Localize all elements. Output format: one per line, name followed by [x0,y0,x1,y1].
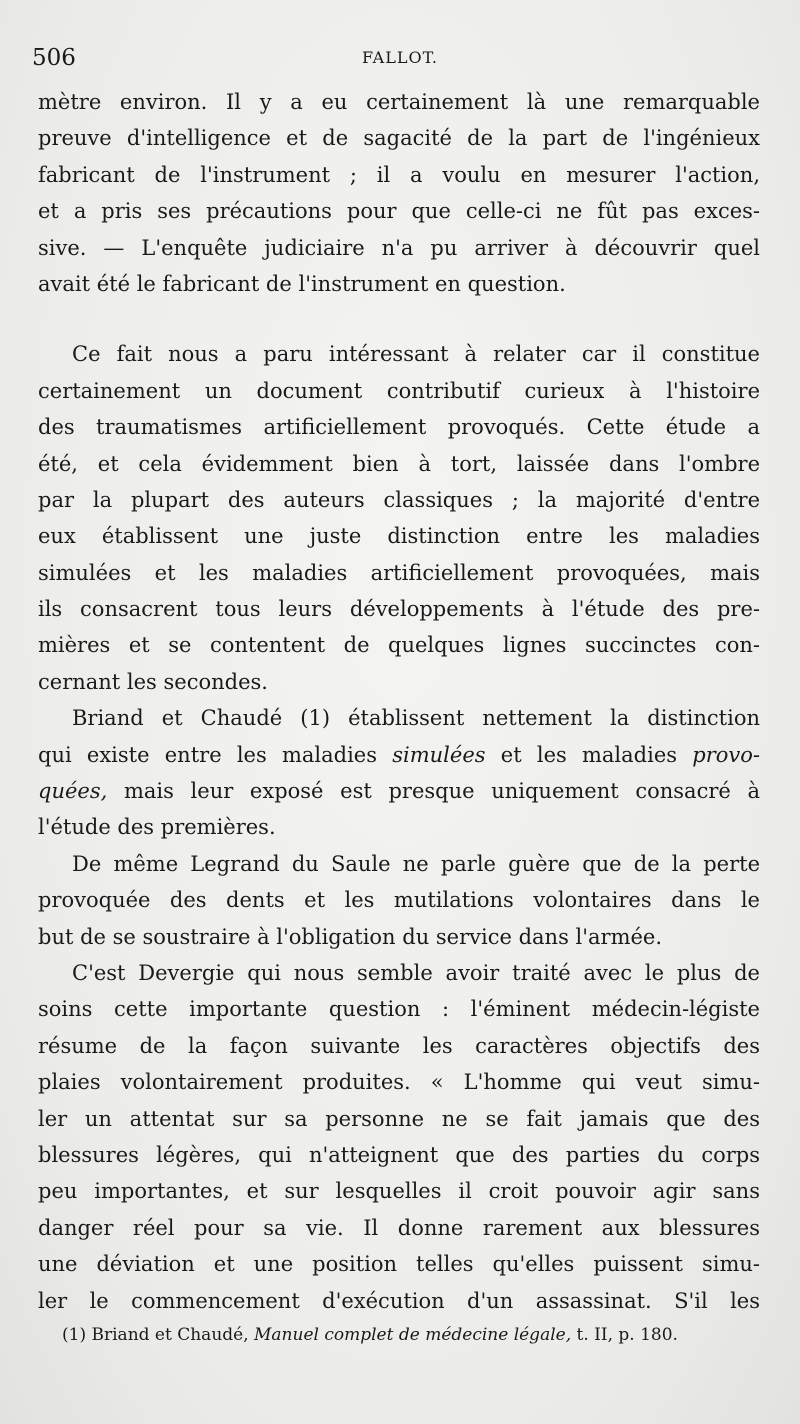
footnote [62,1322,776,1348]
text-line: par la plupart des auteurs classiques ; la majorité d'entre [38,487,760,512]
text-line: avait été le fabricant de l'instrument en question. [38,271,566,296]
text-line: ler le commencement d'exécution d'un assassinat. S'il les [38,1288,760,1313]
italic-term: provo- [692,742,760,767]
body-text [38,84,760,1319]
italic-term: simulées [392,742,486,767]
text-line: mètre environ. Il y a eu certainement là une remarquable [38,90,760,114]
text-line: une déviation et une position telles qu'elles puissent simu- [38,1252,760,1277]
text-line [38,737,760,773]
text-line: De même Legrand du Saule ne parle guère que de la perte [72,851,760,876]
italic-term: quées, [38,779,108,804]
text-line: cernant les secondes. [38,669,268,694]
text-line: sive. — L'enquête judiciaire n'a pu arriver à découvrir quel [38,235,760,260]
text-line: soins cette importante question : l'éminent médecin-légiste [38,997,760,1022]
running-title: FALLOT. [361,48,439,67]
text-line: ils consacrent tous leurs développements à l'étude des pre- [38,597,760,622]
text-line: provoquée des dents et les mutilations volontaires dans le [38,888,760,913]
text-line: Briand et Chaudé (1) établissent nettement la distinction [72,706,760,731]
text-line: mières et se contentent de quelques lignes succinctes con- [38,633,760,658]
text-line: eux établissent une juste distinction entre les maladies [38,524,760,549]
text-line: C'est Devergie qui nous semble avoir traité avec le plus de [72,960,760,985]
text-line [38,773,760,809]
text-line: et a pris ses précautions pour que celle-ci ne fût pas exces- [38,199,760,224]
footnote-authors: Briand et Chaudé, [91,1325,249,1345]
text-segment: qui existe entre les maladies [38,742,378,767]
text-line: blessures légères, qui n'atteignent que des parties du corps [38,1142,760,1167]
text-line: but de se soustraire à l'obligation du service dans l'armée. [38,924,663,949]
text-segment: mais leur exposé est presque uniquement consacré à [123,779,760,804]
text-line: résume de la façon suivante les caractères objectifs des [38,1033,760,1058]
text-line: Ce fait nous a paru intéressant à relater car il constitue [72,342,760,367]
page-number: 506 [32,45,76,71]
running-head [32,40,768,76]
text-line: plaies volontairement produites. « L'homme qui veut simu- [38,1070,760,1095]
text-line: preuve d'intelligence et de sagacité de la part de l'ingénieux [38,126,760,151]
text-segment: et les maladies [500,742,678,767]
footnote-reference: t. II, p. 180. [576,1325,678,1345]
text-line: des traumatismes artificiellement provoqués. Cette étude a [38,415,760,440]
text-line: fabricant de l'instrument ; il a voulu en mesurer l'action, [38,162,760,187]
footnote-work-title: Manuel complet de médecine légale, [254,1325,572,1345]
text-line: ler un attentat sur sa personne ne se fait jamais que des [38,1106,760,1131]
text-line: certainement un document contributif curieux à l'histoire [38,378,760,403]
text-line: l'étude des premières. [38,815,276,840]
text-line: été, et cela évidemment bien à tort, laissée dans l'ombre [38,451,760,476]
text-line: danger réel pour sa vie. Il donne rarement aux blessures [38,1215,760,1240]
text-line: simulées et les maladies artificiellement provoquées, mais [38,560,760,585]
text-line: peu importantes, et sur lesquelles il croit pouvoir agir sans [38,1179,760,1204]
footnote-marker: (1) [62,1325,87,1345]
